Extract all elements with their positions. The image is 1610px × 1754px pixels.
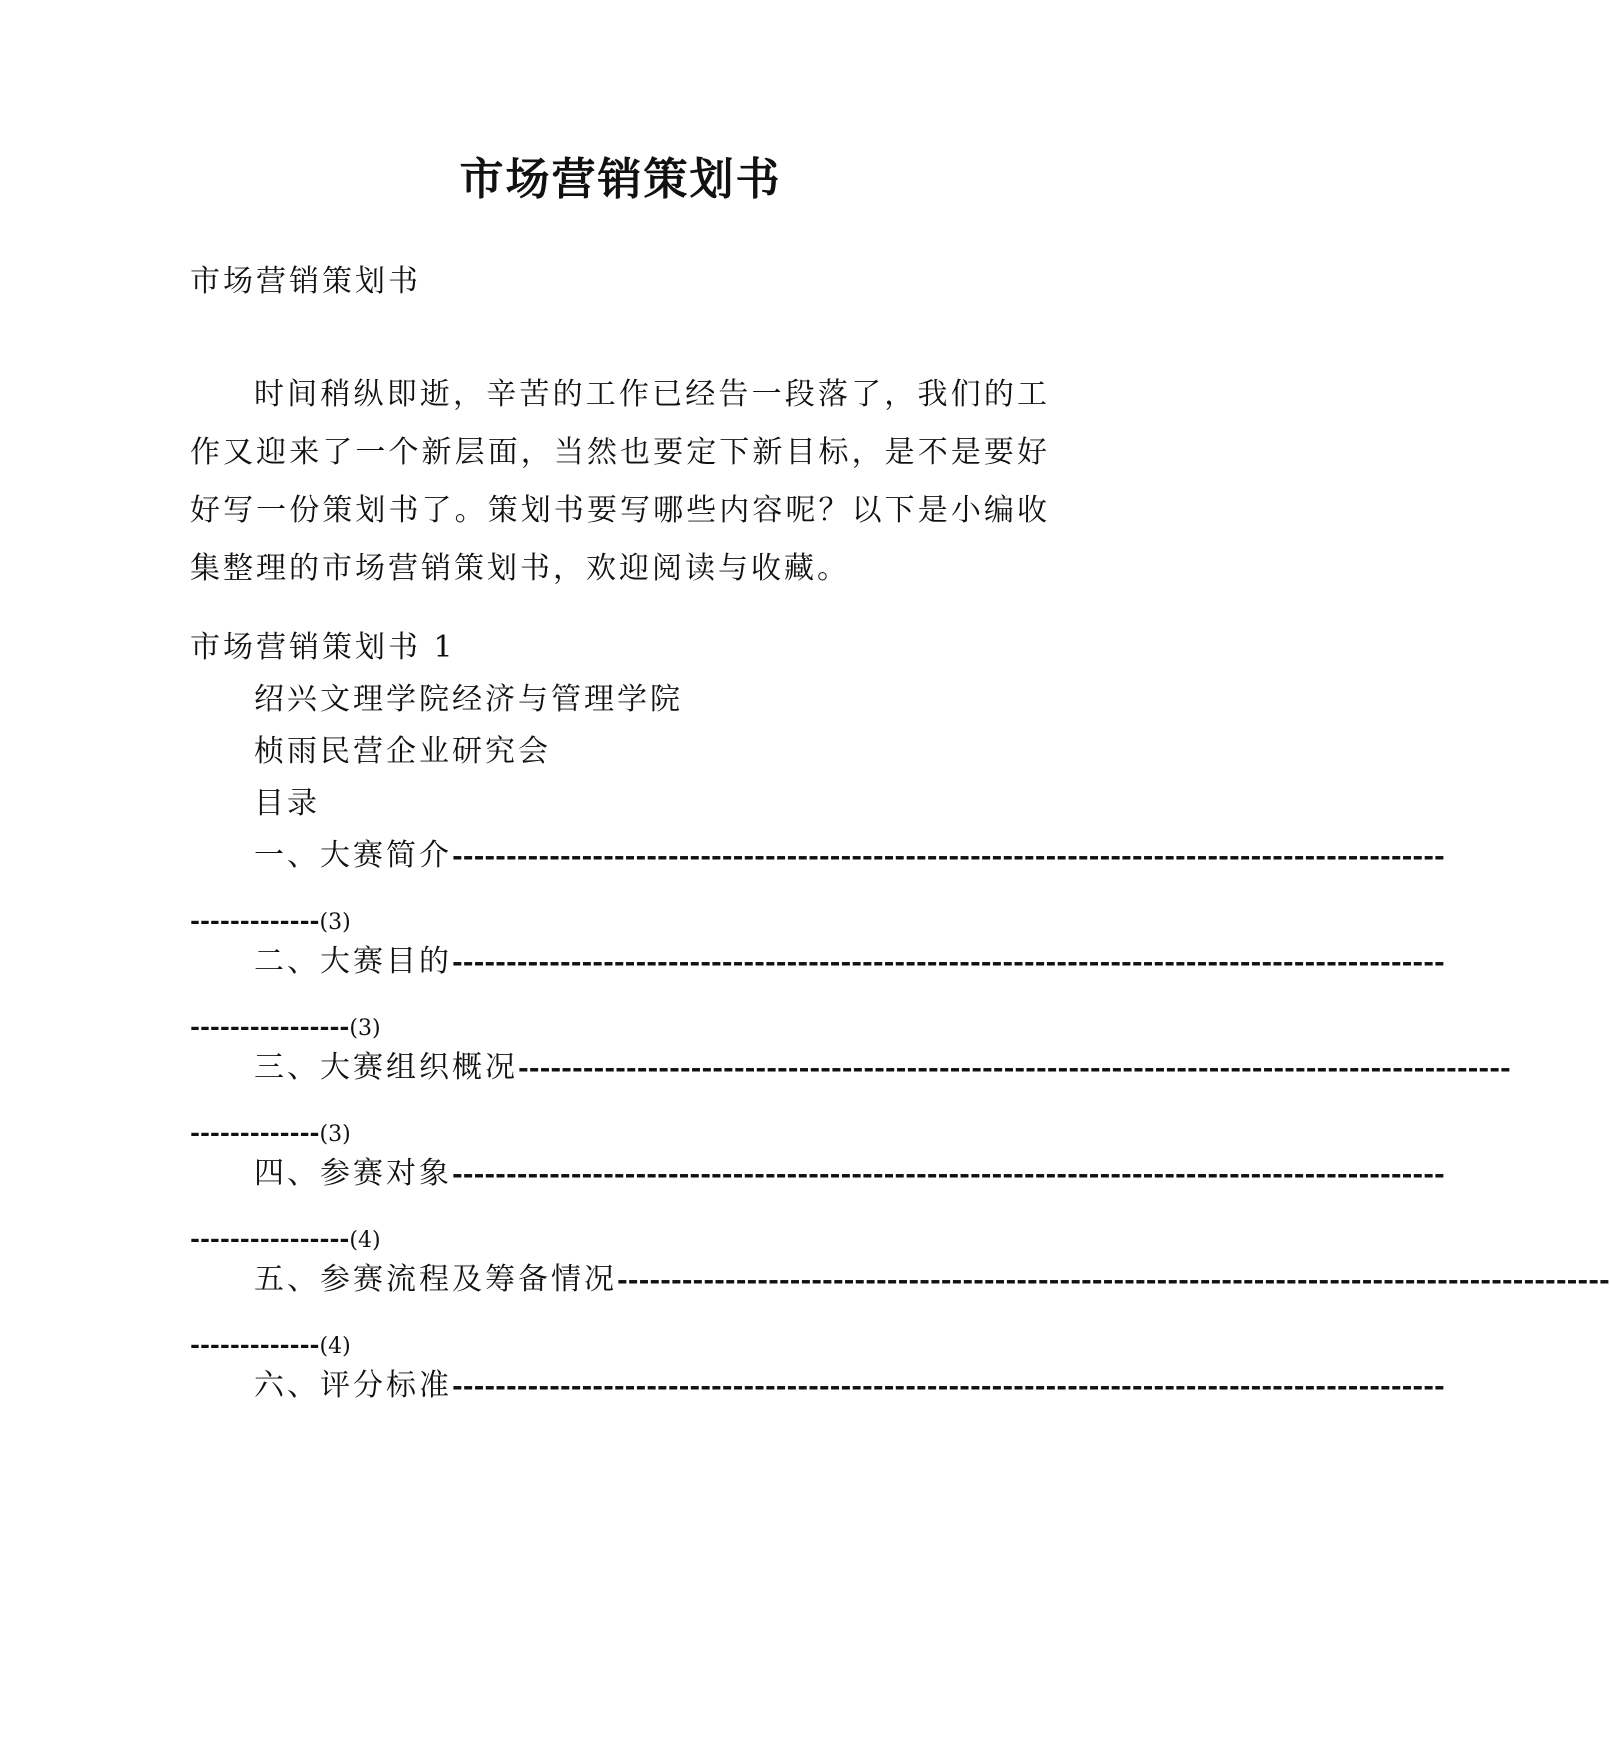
section-heading: 市场营销策划书 1 [190,630,456,665]
toc-entry-label: 大赛组织概况 [320,1050,518,1085]
toc-entry-label: 参赛对象 [320,1156,452,1191]
toc-entry [190,1048,1511,1155]
document-subtitle: 市场营销策划书 [190,264,421,299]
toc-entry-label: 参赛流程及筹备情况 [320,1262,617,1297]
toc-leader-tail: ---------------- [190,1012,350,1041]
toc-leader: -------------------------------------------------------------------------------------------- [452,1160,1445,1190]
toc-entry [190,836,1445,943]
toc-leader-tail: ------------- [190,1118,320,1147]
toc-entry-number: 六、 [254,1368,320,1403]
toc-page-number: (3) [319,910,351,935]
toc-entry [190,1154,1445,1261]
toc-page-number: (4) [319,1334,351,1359]
toc-leader: -------------------------------------------------------------------------------------------- [452,1372,1445,1402]
toc-entry-label: 评分标准 [320,1368,452,1403]
toc-page-number: (3) [349,1016,381,1041]
intro-paragraph: 时间稍纵即逝，辛苦的工作已经告一段落了，我们的工作又迎来了一个新层面，当然也要定下新目标，是不是要好好写一份策划书了。策划书要写哪些内容呢？以下是小编收集整理的市场营销策划书，欢迎阅读与收藏。 [190,377,1050,586]
toc-leader-tail: ------------- [190,1330,320,1359]
toc-leader: -------------------------------------------------------------------------------------------- [452,948,1445,978]
toc-entry-number: 一、 [254,838,320,873]
document-title: 市场营销策划书 [459,154,782,205]
toc-entry-label: 大赛目的 [320,944,452,979]
toc-entry-number: 三、 [254,1050,320,1085]
org-line-2: 桢雨民营企业研究会 [254,734,551,769]
toc-leader: -------------------------------------------------------------------------------------------- [617,1266,1610,1296]
toc-heading: 目录 [254,786,320,821]
toc-entry [190,1260,1610,1367]
toc-leader-tail: ---------------- [190,1224,350,1253]
toc-entry-number: 五、 [254,1262,320,1297]
toc-entry-number: 二、 [254,944,320,979]
toc-leader-tail: ------------- [190,906,320,935]
toc-entry [190,1366,1445,1407]
toc-leader: -------------------------------------------------------------------------------------------- [452,842,1445,872]
toc-page-number: (4) [349,1228,381,1253]
toc-entry [190,942,1445,1049]
toc-entry-number: 四、 [254,1156,320,1191]
toc-entry-label: 大赛简介 [320,838,452,873]
toc-leader: -------------------------------------------------------------------------------------------- [518,1054,1511,1084]
toc-page-number: (3) [319,1122,351,1147]
org-line-1: 绍兴文理学院经济与管理学院 [254,682,683,717]
